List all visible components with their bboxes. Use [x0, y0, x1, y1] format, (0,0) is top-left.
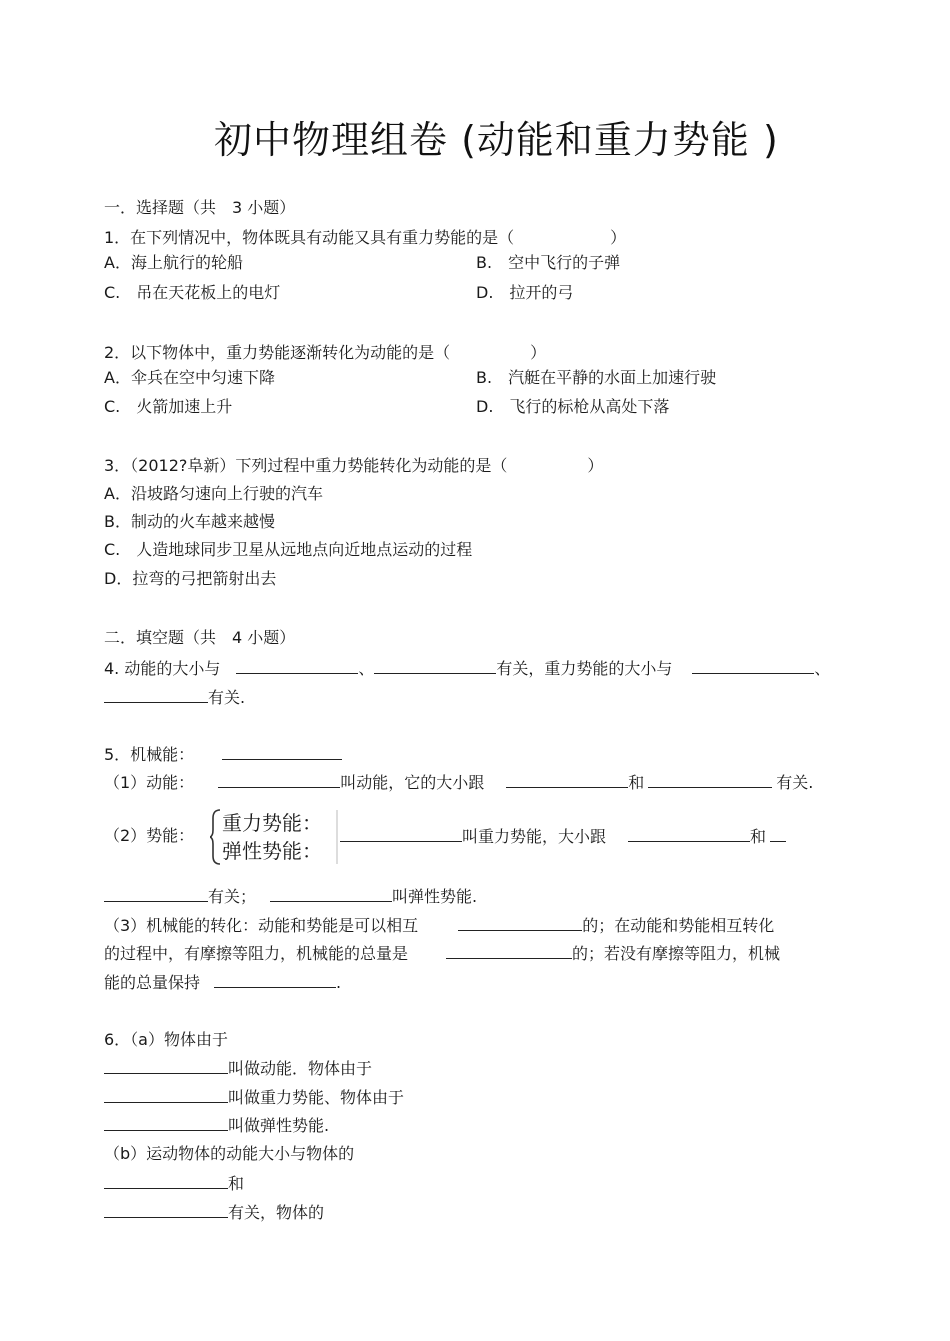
- q5-part1-label: （1）动能：: [104, 773, 195, 792]
- q5-part3-line1: [104, 915, 774, 936]
- q5-blank-mech[interactable]: [222, 744, 342, 760]
- q6-line3: [104, 1087, 404, 1108]
- section-header-choice: 一．选择题（共 3 小题）: [104, 198, 296, 217]
- q1-option-d: D. 拉开的弓: [476, 283, 574, 302]
- q6-text7: 有关，物体的: [228, 1203, 325, 1222]
- q5-part2-line: [340, 826, 786, 847]
- q3-option-b: B．制动的火车越来越慢: [104, 512, 275, 531]
- q5-blank-kinetic-factor2[interactable]: [648, 772, 772, 788]
- q5-part2-elastic: 叫弹性势能.: [392, 887, 478, 906]
- q1-option-b: B. 空中飞行的子弹: [476, 253, 621, 272]
- q4-text2: 、: [358, 659, 375, 678]
- q5-blank-kinetic-factor1[interactable]: [506, 772, 628, 788]
- q2-option-d: D. 飞行的标枪从高处下落: [476, 397, 670, 416]
- q6-line1: 6．（a）物体由于: [104, 1030, 228, 1049]
- q2-stem: 2．以下物体中，重力势能逐渐转化为动能的是（ ）: [104, 343, 547, 362]
- q5-part1-end: 有关.: [776, 773, 814, 792]
- q4-line1: [104, 658, 830, 679]
- q5-part3-text2: 的；在动能和势能相互转化: [582, 916, 775, 935]
- q5-part3-end: .: [336, 973, 342, 992]
- q6-text3: 叫做重力势能、物体由于: [228, 1088, 405, 1107]
- q6-blank-1[interactable]: [104, 1058, 228, 1074]
- q4-blank-2[interactable]: [374, 658, 496, 674]
- q5-part2-text: 叫重力势能，大小跟: [462, 827, 607, 846]
- q3-option-a: A．沿坡路匀速向上行驶的汽车: [104, 484, 323, 503]
- q6-line2: [104, 1058, 372, 1079]
- q5-part1-and: 和: [628, 773, 645, 792]
- q5-part3-text1: （3）机械能的转化：动能和势能是可以相互: [104, 916, 419, 935]
- q6-blank-5[interactable]: [104, 1202, 228, 1218]
- q5-part2-and: 和: [750, 827, 767, 846]
- q5-part3-text5: 能的总量保持: [104, 973, 201, 992]
- q2-option-a: A．伞兵在空中匀速下降: [104, 368, 275, 387]
- q6-line4: [104, 1115, 329, 1136]
- q5-part2-related: 有关；: [208, 887, 257, 906]
- q5-part1: [104, 772, 813, 793]
- brace-gravitational-label: 重力势能：: [222, 811, 322, 835]
- q6-blank-4[interactable]: [104, 1173, 228, 1189]
- brace-elastic-label: 弹性势能：: [222, 839, 322, 863]
- q6-line7: [104, 1202, 324, 1223]
- q6-line6: [104, 1173, 244, 1194]
- q5-blank-friction[interactable]: [446, 943, 572, 959]
- q4-text4: 、: [814, 659, 831, 678]
- q5-title: 5．机械能：: [104, 745, 195, 764]
- q6-line5: （b）运动物体的动能大小与物体的: [104, 1144, 355, 1163]
- q1-stem: 1．在下列情况中，物体既具有动能又具有重力势能的是（ ）: [104, 228, 627, 247]
- q5-part2-line2: [104, 886, 477, 907]
- q5-blank-gravity-factor1[interactable]: [628, 826, 750, 842]
- q2-option-b: B. 汽艇在平静的水面上加速行驶: [476, 368, 717, 387]
- q2-option-c: C. 火箭加速上升: [104, 397, 233, 416]
- q6-text4: 叫做弹性势能.: [228, 1116, 330, 1135]
- q3-option-c: C. 人造地球同步卫星从远地点向近地点运动的过程: [104, 540, 473, 559]
- q5-blank-gravity-factor2-end[interactable]: [104, 886, 208, 902]
- q4-blank-3[interactable]: [692, 658, 814, 674]
- q6-blank-2[interactable]: [104, 1087, 228, 1103]
- q1-option-c: C. 吊在天花板上的电灯: [104, 283, 281, 302]
- q5-blank-gravity-factor2-start[interactable]: [770, 826, 786, 842]
- q5-blank-elastic-def[interactable]: [270, 886, 392, 902]
- q4-blank-1[interactable]: [236, 658, 358, 674]
- q5-part1-text: 叫动能，它的大小跟: [340, 773, 485, 792]
- q3-option-d: D．拉弯的弓把箭射出去: [104, 569, 277, 588]
- q5-part2-label: （2）势能：: [104, 826, 195, 845]
- q5-line1: [104, 744, 342, 765]
- q4-text5: 有关.: [208, 688, 246, 707]
- q5-part3-text3: 的过程中，有摩擦等阻力，机械能的总量是: [104, 944, 409, 963]
- page-title: 初中物理组卷 (动能和重力势能 ): [214, 118, 779, 162]
- q5-blank-gravity-def[interactable]: [340, 826, 462, 842]
- q5-part3-text4: 的；若没有摩擦等阻力，机械: [572, 944, 781, 963]
- q3-stem: 3．（2012?阜新）下列过程中重力势能转化为动能的是（ ）: [104, 456, 604, 475]
- q5-blank-kinetic-def[interactable]: [218, 772, 340, 788]
- q6-blank-3[interactable]: [104, 1115, 228, 1131]
- q4-text1: 4. 动能的大小与: [104, 659, 221, 678]
- q6-text6: 和: [228, 1174, 245, 1193]
- q4-line2: [104, 687, 245, 708]
- q5-blank-conserve[interactable]: [214, 972, 336, 988]
- q5-blank-convert[interactable]: [458, 915, 582, 931]
- q5-part3-line3: [104, 972, 341, 993]
- q4-text3: 有关，重力势能的大小与: [496, 659, 673, 678]
- q4-blank-4[interactable]: [104, 687, 208, 703]
- q5-part3-line2: [104, 943, 780, 964]
- q6-text2: 叫做动能．物体由于: [228, 1059, 373, 1078]
- potential-energy-brace-figure: [210, 808, 338, 866]
- section-header-fill: 二．填空题（共 4 小题）: [104, 628, 296, 647]
- q1-option-a: A．海上航行的轮船: [104, 253, 243, 272]
